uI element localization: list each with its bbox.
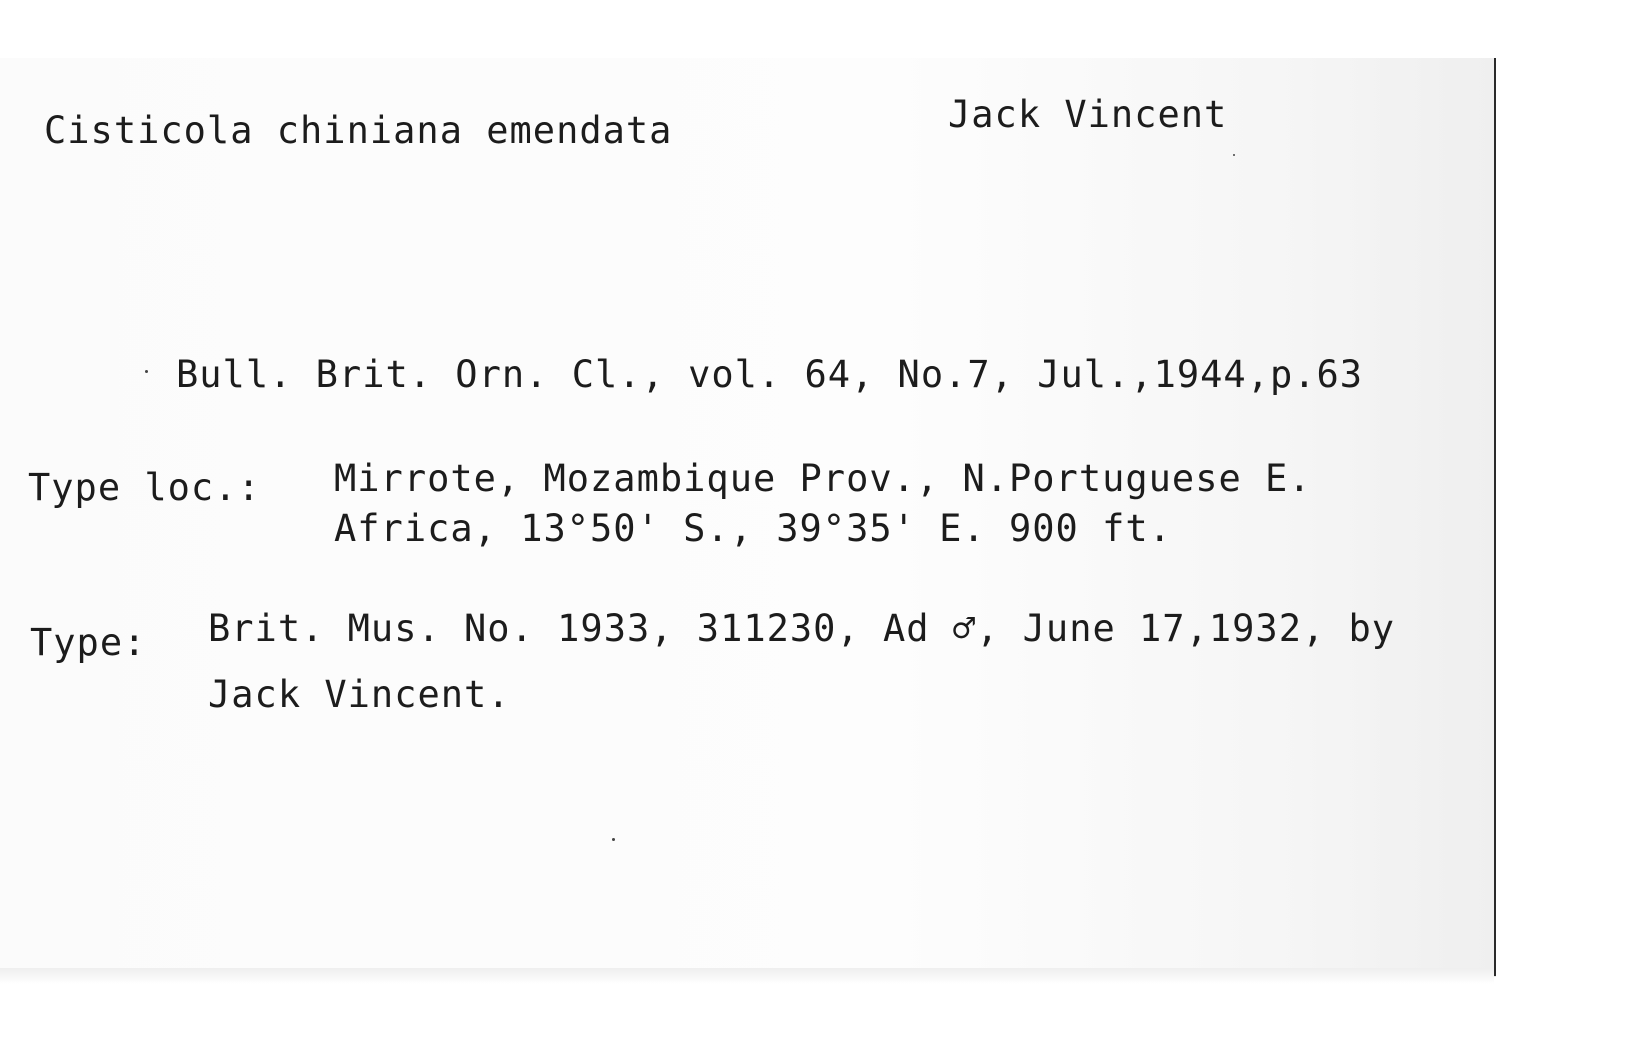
author-name: Jack Vincent (948, 93, 1228, 136)
type-specimen-line-1: Brit. Mus. No. 1933, 311230, Ad ♂, June 17,1932, by (208, 607, 1396, 650)
type-label: Type: (30, 621, 147, 664)
type-specimen-line-2: Jack Vincent. (208, 673, 511, 716)
ink-speck (612, 838, 615, 841)
ink-speck (1233, 154, 1235, 156)
type-locality-line-2: Africa, 13°50' S., 39°35' E. 900 ft. (334, 507, 1172, 550)
card-shadow (0, 968, 1494, 984)
ink-speck (145, 370, 148, 373)
citation: Bull. Brit. Orn. Cl., vol. 64, No.7, Jul.,1944,p.63 (176, 353, 1364, 396)
type-locality-label: Type loc.: (28, 466, 261, 509)
type-locality-line-1: Mirrote, Mozambique Prov., N.Portuguese E. (334, 457, 1312, 500)
species-name: Cisticola chiniana emendata (44, 109, 673, 152)
